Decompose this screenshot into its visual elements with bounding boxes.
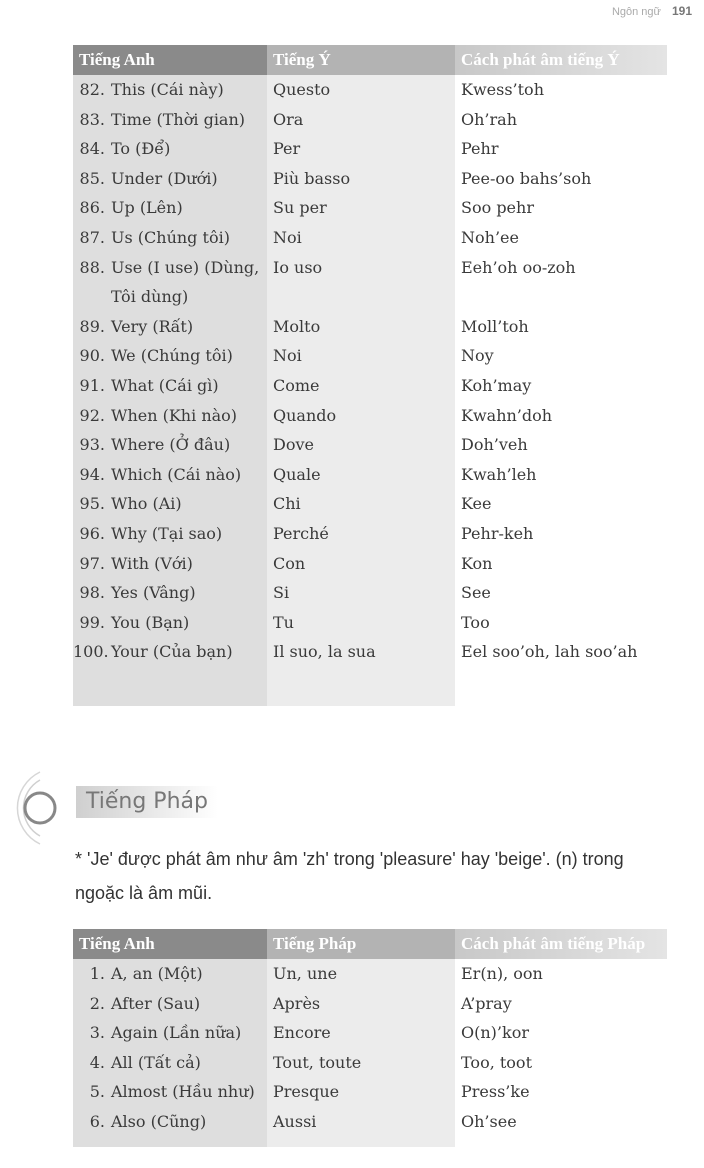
row-number: 6. (89, 1111, 105, 1131)
foreign-word: Questo (273, 80, 331, 99)
page-number: 191 (671, 4, 692, 18)
page-header (612, 4, 692, 18)
row-number: 89. (79, 316, 105, 336)
table-row-english (73, 75, 267, 105)
french-vocabulary-table (73, 929, 667, 1147)
table-row-english (73, 1077, 267, 1107)
table-row-english (73, 371, 267, 401)
pronunciation: Soo pehr (461, 198, 534, 218)
table-row-english (73, 637, 267, 696)
table-row-english (73, 312, 267, 342)
table-row-english (73, 1107, 267, 1137)
running-title: Ngôn ngữ (611, 6, 661, 18)
pronunciation: Press’ke (461, 1082, 530, 1102)
english-word: Where (Ở đâu) (111, 435, 231, 455)
table-row-english (73, 223, 267, 253)
row-number: 99. (79, 612, 105, 632)
english-word: Use (I use) (Dùng, Tôi dùng) (111, 257, 260, 307)
table-row-english (73, 959, 267, 989)
table-row-english (73, 460, 267, 490)
foreign-word: Tout, toute (273, 1052, 362, 1072)
concentric-circle-icon (0, 768, 72, 848)
pronunciation: Pehr-keh (461, 523, 534, 543)
foreign-word: Molto (273, 316, 321, 336)
english-word: Why (Tại sao) (111, 523, 223, 543)
foreign-word: Su per (273, 198, 327, 218)
row-number: 3. (89, 1023, 105, 1043)
english-word: Under (Dưới) (111, 168, 218, 188)
pronunciation: Pee-oo bahs’soh (461, 168, 592, 188)
row-number: 96. (79, 523, 105, 543)
english-word: Yes (Vâng) (111, 583, 196, 603)
table-row-english (73, 608, 267, 638)
row-number: 91. (79, 375, 105, 395)
english-word: Time (Thời gian) (111, 109, 246, 129)
column-header-pronunciation: Cách phát âm tiếng Ý (455, 45, 667, 75)
pronunciation: Moll’toh (461, 316, 529, 336)
row-number: 87. (79, 227, 105, 247)
row-number: 97. (79, 553, 105, 573)
table-header-row (73, 929, 667, 959)
english-word: To (Để) (111, 139, 171, 159)
table-row-english (73, 430, 267, 460)
row-number: 82. (79, 80, 105, 99)
foreign-word: Noi (273, 227, 302, 247)
pronunciation: Kwahn’doh (461, 405, 553, 425)
italian-column (267, 75, 455, 706)
row-number: 90. (79, 346, 105, 366)
table-row-english (73, 253, 267, 312)
foreign-word: Quando (273, 405, 337, 425)
english-word: After (Sau) (111, 993, 201, 1013)
pronunciation: A’pray (461, 993, 512, 1013)
english-word: Again (Lần nữa) (111, 1023, 242, 1043)
row-number: 95. (79, 494, 105, 514)
english-word: Us (Chúng tôi) (111, 227, 230, 247)
pronunciation: Eel soo’oh, lah soo’ah (461, 642, 638, 662)
foreign-word: Un, une (273, 964, 338, 983)
foreign-word: Noi (273, 346, 302, 366)
table-row-english (73, 1018, 267, 1048)
table-row-english (73, 578, 267, 608)
english-word: Almost (Hầu như) (111, 1082, 255, 1102)
table-row-english (73, 989, 267, 1019)
pronunciation: Er(n), oon (461, 964, 543, 983)
english-column (73, 75, 267, 706)
english-word: Who (Ai) (111, 494, 182, 514)
pronunciation: Too (461, 612, 490, 632)
column-header-english: Tiếng Anh (73, 45, 267, 75)
pronunciation-column (455, 75, 667, 706)
pronunciation: Koh’may (461, 375, 532, 395)
foreign-word: Perché (273, 523, 329, 543)
pronunciation: Noh’ee (461, 227, 519, 247)
row-number: 4. (89, 1052, 105, 1072)
table-row-english (73, 105, 267, 135)
english-word: We (Chúng tôi) (111, 346, 233, 366)
row-number: 88. (79, 257, 105, 277)
pronunciation: Kwess’toh (461, 80, 544, 99)
pronunciation-note: * 'Je' được phát âm như âm 'zh' trong 'pleasure' hay 'beige'. (n) trong ngoặc là âm mũi. (75, 849, 624, 903)
english-column (73, 959, 267, 1147)
row-number: 1. (89, 964, 105, 983)
english-word: Your (Của bạn) (111, 642, 233, 662)
row-number: 94. (79, 464, 105, 484)
english-word: Very (Rất) (111, 316, 194, 336)
italian-vocabulary-table (73, 45, 667, 706)
foreign-word: Tu (273, 612, 294, 632)
pronunciation: Kon (461, 553, 493, 573)
pronunciation: Oh’see (461, 1111, 517, 1131)
foreign-word: Aussi (273, 1111, 317, 1131)
french-column (267, 959, 455, 1147)
table-row-english (73, 519, 267, 549)
row-number: 83. (79, 109, 105, 129)
pronunciation: Eeh’oh oo-zoh (461, 257, 576, 277)
pronunciation: Kwah’leh (461, 464, 537, 484)
table-row-english (73, 401, 267, 431)
table-row-english (73, 549, 267, 579)
foreign-word: Con (273, 553, 306, 573)
row-number: 98. (79, 583, 105, 603)
french-section (0, 760, 704, 850)
pronunciation: Oh’rah (461, 109, 517, 129)
pronunciation: Pehr (461, 139, 499, 159)
column-header-italian: Tiếng Ý (267, 45, 455, 75)
pronunciation: Too, toot (461, 1052, 532, 1072)
row-number: 85. (79, 168, 105, 188)
english-word: When (Khi nào) (111, 405, 238, 425)
row-number: 86. (79, 198, 105, 218)
foreign-word: Più basso (273, 168, 351, 188)
table-row-english (73, 164, 267, 194)
english-word: A, an (Một) (111, 964, 203, 983)
column-header-french: Tiếng Pháp (267, 929, 455, 959)
row-number: 84. (79, 139, 105, 159)
foreign-word: Après (273, 993, 321, 1013)
english-word: You (Bạn) (111, 612, 190, 632)
foreign-word: Quale (273, 464, 321, 484)
row-number: 93. (79, 435, 105, 455)
section-title: Tiếng Pháp (76, 786, 218, 818)
english-word: With (Với) (111, 553, 193, 573)
english-word: Up (Lên) (111, 198, 183, 218)
foreign-word: Ora (273, 109, 304, 129)
row-number: 92. (79, 405, 105, 425)
table-row-english (73, 134, 267, 164)
pronunciation: Kee (461, 494, 492, 514)
row-number: 5. (89, 1082, 105, 1102)
foreign-word: Encore (273, 1023, 331, 1043)
foreign-word: Chi (273, 494, 301, 514)
english-word: Which (Cái nào) (111, 464, 242, 484)
column-header-pronunciation: Cách phát âm tiếng Pháp (455, 929, 667, 959)
column-header-english: Tiếng Anh (73, 929, 267, 959)
pronunciation: See (461, 583, 491, 603)
pronunciation: O(n)’kor (461, 1023, 529, 1043)
english-word: What (Cái gì) (111, 375, 219, 395)
foreign-word: Come (273, 375, 320, 395)
foreign-word: Dove (273, 435, 314, 455)
table-row-english (73, 193, 267, 223)
foreign-word: Per (273, 139, 301, 159)
foreign-word: Presque (273, 1082, 340, 1102)
english-word: Also (Cũng) (111, 1111, 207, 1131)
row-number: 100. (73, 642, 109, 662)
pronunciation-column (455, 959, 667, 1147)
pronunciation: Doh’veh (461, 435, 528, 455)
row-number: 2. (89, 993, 105, 1013)
foreign-word: Si (273, 583, 290, 603)
table-header-row (73, 45, 667, 75)
foreign-word: Io uso (273, 257, 323, 277)
english-word: All (Tất cả) (111, 1052, 201, 1072)
pronunciation: Noy (461, 346, 494, 366)
foreign-word: Il suo, la sua (273, 642, 376, 662)
table-row-english (73, 489, 267, 519)
table-row-english (73, 1048, 267, 1078)
english-word: This (Cái này) (111, 80, 224, 99)
table-row-english (73, 341, 267, 371)
